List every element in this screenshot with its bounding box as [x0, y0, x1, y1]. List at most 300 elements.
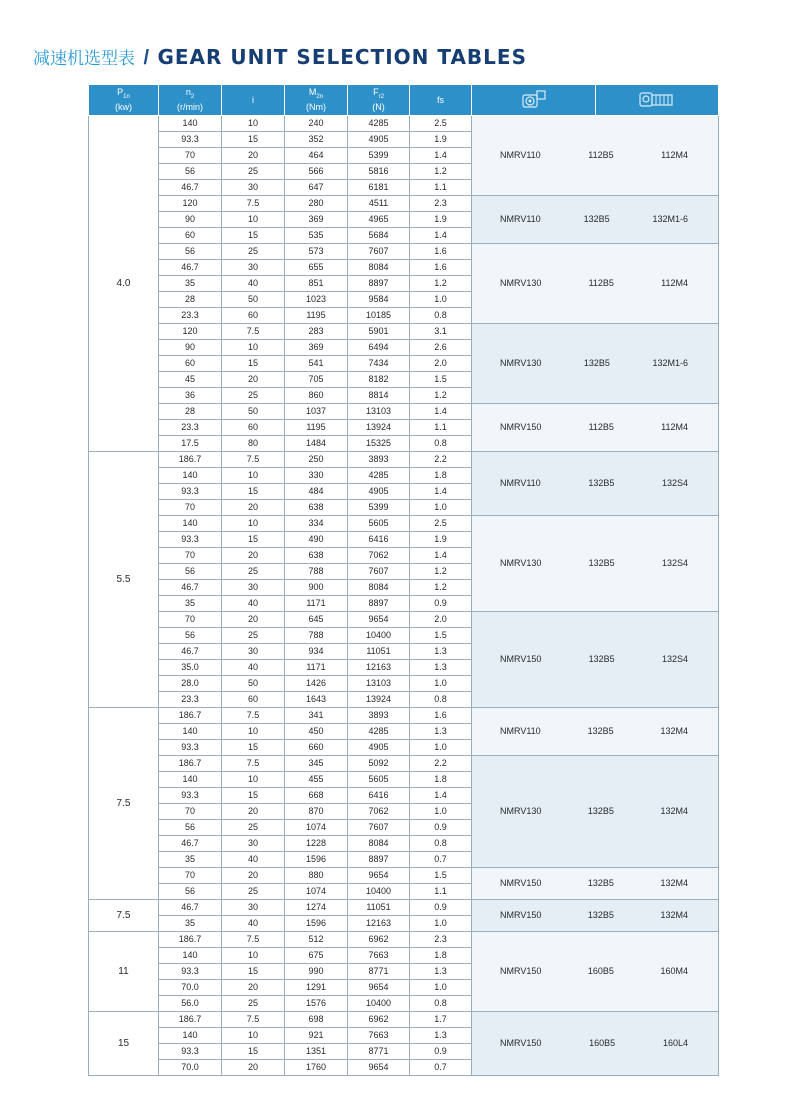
table-row [89, 196, 719, 212]
table-cell: 140 [159, 116, 222, 132]
table-cell: 90 [159, 340, 222, 356]
model-cell [472, 324, 719, 404]
table-cell: 120 [159, 196, 222, 212]
table-cell: 1074 [285, 820, 348, 836]
column-header-label: i [252, 94, 254, 105]
column-header-unit: (Nm) [306, 102, 326, 113]
table-cell: 2.2 [410, 452, 472, 468]
motor-model: 132M1-6 [652, 358, 688, 368]
model-cell [472, 516, 719, 612]
table-cell: 140 [159, 772, 222, 788]
gearbox-model: NMRV150 [500, 966, 542, 976]
table-cell: 35 [159, 916, 222, 932]
motor-model: 160M4 [660, 966, 688, 976]
table-cell: 7607 [348, 564, 410, 580]
table-cell: 20 [222, 1060, 285, 1076]
table-cell: 7607 [348, 820, 410, 836]
table-cell: 140 [159, 516, 222, 532]
table-cell: 56 [159, 164, 222, 180]
table-cell: 30 [222, 180, 285, 196]
table-cell: 56 [159, 820, 222, 836]
model-cell [472, 900, 719, 932]
model-cell [472, 244, 719, 324]
table-cell: 46.7 [159, 900, 222, 916]
table-cell: 1.9 [410, 212, 472, 228]
table-cell: 56 [159, 564, 222, 580]
table-cell: 7062 [348, 804, 410, 820]
table-cell: 0.9 [410, 820, 472, 836]
table-cell: 1.9 [410, 132, 472, 148]
table-row [89, 404, 719, 420]
table-cell: 2.5 [410, 116, 472, 132]
column-header-label: F [373, 86, 379, 97]
table-cell: 4905 [348, 740, 410, 756]
table-cell: 25 [222, 244, 285, 260]
table-cell: 4905 [348, 132, 410, 148]
column-header-subscript: 2 [190, 93, 195, 100]
table-cell: 20 [222, 372, 285, 388]
table-cell: 23.3 [159, 692, 222, 708]
model-spec [472, 420, 718, 435]
table-cell: 15 [222, 532, 285, 548]
gearbox-model: NMRV150 [500, 654, 542, 664]
motor-model: 132M4 [660, 910, 688, 920]
table-cell: 13924 [348, 692, 410, 708]
table-cell: 7663 [348, 1028, 410, 1044]
gearbox-model: NMRV150 [500, 1038, 542, 1048]
table-cell: 9654 [348, 980, 410, 996]
table-cell: 655 [285, 260, 348, 276]
column-header [222, 85, 285, 116]
table-cell: 8084 [348, 580, 410, 596]
table-cell: 573 [285, 244, 348, 260]
table-row [89, 244, 719, 260]
table-cell: 10 [222, 948, 285, 964]
table-cell: 4285 [348, 116, 410, 132]
table-cell: 15 [222, 228, 285, 244]
table-cell: 1643 [285, 692, 348, 708]
table-cell: 7.5 [222, 932, 285, 948]
table-cell: 10 [222, 116, 285, 132]
table-cell: 1195 [285, 420, 348, 436]
table-cell: 0.7 [410, 1060, 472, 1076]
model-cell [472, 404, 719, 452]
model-spec [472, 1036, 718, 1051]
table-cell: 93.3 [159, 132, 222, 148]
flange-type: 160B5 [589, 1038, 616, 1048]
table-cell: 35 [159, 276, 222, 292]
table-cell: 1.1 [410, 180, 472, 196]
table-cell: 1426 [285, 676, 348, 692]
table-cell: 330 [285, 468, 348, 484]
table-cell: 15 [222, 484, 285, 500]
table-cell: 46.7 [159, 580, 222, 596]
flange-type: 132B5 [588, 654, 615, 664]
table-cell: 1074 [285, 884, 348, 900]
table-row [89, 516, 719, 532]
table-cell: 0.8 [410, 996, 472, 1012]
table-cell: 1596 [285, 852, 348, 868]
table-cell: 13103 [348, 676, 410, 692]
table-cell: 250 [285, 452, 348, 468]
table-cell: 15325 [348, 436, 410, 452]
table-cell: 1.0 [410, 916, 472, 932]
table-cell: 1.9 [410, 532, 472, 548]
column-header-label: n [185, 86, 191, 97]
table-cell: 20 [222, 500, 285, 516]
table-cell: 70.0 [159, 980, 222, 996]
table-cell: 1.4 [410, 148, 472, 164]
table-cell: 40 [222, 596, 285, 612]
table-cell: 1.0 [410, 804, 472, 820]
table-cell: 860 [285, 388, 348, 404]
table-cell: 5605 [348, 772, 410, 788]
table-cell: 90 [159, 212, 222, 228]
table-header-row [89, 85, 719, 116]
table-cell: 698 [285, 1012, 348, 1028]
table-cell: 7607 [348, 244, 410, 260]
table-cell: 35 [159, 852, 222, 868]
column-header-unit: (kw) [115, 102, 132, 113]
table-cell: 705 [285, 372, 348, 388]
gearbox-model: NMRV110 [500, 214, 541, 224]
table-cell: 10 [222, 1028, 285, 1044]
table-cell: 11051 [348, 900, 410, 916]
table-cell: 1.1 [410, 420, 472, 436]
gearbox-model: NMRV110 [500, 478, 541, 488]
table-cell: 1171 [285, 660, 348, 676]
table-row [89, 868, 719, 884]
table-cell: 30 [222, 260, 285, 276]
gearbox-model: NMRV110 [500, 150, 541, 160]
power-cell: 7.5 [89, 900, 159, 932]
table-cell: 80 [222, 436, 285, 452]
table-cell: 12163 [348, 660, 410, 676]
table-cell: 8897 [348, 852, 410, 868]
motor-model: 132M1-6 [652, 214, 688, 224]
flange-type: 132B5 [587, 910, 614, 920]
model-cell [472, 1012, 719, 1076]
table-cell: 20 [222, 612, 285, 628]
table-cell: 1.0 [410, 980, 472, 996]
table-cell: 668 [285, 788, 348, 804]
table-cell: 334 [285, 516, 348, 532]
table-cell: 35 [159, 596, 222, 612]
table-cell: 20 [222, 804, 285, 820]
table-row [89, 452, 719, 468]
model-spec [472, 804, 718, 819]
table-cell: 1195 [285, 308, 348, 324]
table-cell: 10 [222, 516, 285, 532]
table-cell: 17.5 [159, 436, 222, 452]
table-cell: 1.5 [410, 868, 472, 884]
table-cell: 60 [222, 420, 285, 436]
table-cell: 647 [285, 180, 348, 196]
table-cell: 25 [222, 820, 285, 836]
table-cell: 566 [285, 164, 348, 180]
table-cell: 25 [222, 388, 285, 404]
table-cell: 638 [285, 548, 348, 564]
worm-gearbox-icon [521, 89, 547, 112]
table-cell: 1.4 [410, 788, 472, 804]
table-cell: 0.9 [410, 900, 472, 916]
table-cell: 1.0 [410, 500, 472, 516]
table-cell: 0.9 [410, 596, 472, 612]
gearbox-model: NMRV130 [500, 806, 542, 816]
table-cell: 1351 [285, 1044, 348, 1060]
table-cell: 6416 [348, 788, 410, 804]
table-cell: 1.2 [410, 580, 472, 596]
table-cell: 3893 [348, 708, 410, 724]
table-cell: 15 [222, 132, 285, 148]
table-cell: 1.4 [410, 484, 472, 500]
table-cell: 2.2 [410, 756, 472, 772]
flange-type: 112B5 [588, 278, 614, 288]
table-cell: 20 [222, 980, 285, 996]
table-cell: 56 [159, 244, 222, 260]
table-cell: 1.8 [410, 948, 472, 964]
model-cell [472, 868, 719, 900]
motor-model: 132S4 [661, 558, 688, 568]
table-cell: 880 [285, 868, 348, 884]
table-cell: 15 [222, 356, 285, 372]
table-cell: 5092 [348, 756, 410, 772]
table-cell: 10185 [348, 308, 410, 324]
table-cell: 50 [222, 404, 285, 420]
table-cell: 50 [222, 292, 285, 308]
column-header [285, 85, 348, 116]
table-cell: 93.3 [159, 964, 222, 980]
table-cell: 13924 [348, 420, 410, 436]
table-cell: 2.5 [410, 516, 472, 532]
table-cell: 8814 [348, 388, 410, 404]
table-cell: 8771 [348, 1044, 410, 1060]
table-cell: 9654 [348, 1060, 410, 1076]
power-cell: 4.0 [89, 116, 159, 452]
table-cell: 11051 [348, 644, 410, 660]
table-cell: 512 [285, 932, 348, 948]
table-cell: 8084 [348, 836, 410, 852]
table-cell: 186.7 [159, 452, 222, 468]
gearbox-model: NMRV110 [500, 726, 541, 736]
table-cell: 280 [285, 196, 348, 212]
table-cell: 1.2 [410, 164, 472, 180]
table-cell: 9584 [348, 292, 410, 308]
gearbox-model: NMRV150 [500, 910, 542, 920]
table-cell: 56 [159, 628, 222, 644]
table-cell: 1228 [285, 836, 348, 852]
table-cell: 25 [222, 884, 285, 900]
table-cell: 25 [222, 996, 285, 1012]
motor-model: 132M4 [660, 878, 688, 888]
model-spec [472, 964, 718, 979]
table-cell: 5684 [348, 228, 410, 244]
table-cell: 70 [159, 868, 222, 884]
table-cell: 25 [222, 164, 285, 180]
table-cell: 921 [285, 1028, 348, 1044]
power-cell: 11 [89, 932, 159, 1012]
column-header-unit: (N) [372, 102, 385, 113]
table-cell: 4285 [348, 724, 410, 740]
column-header [410, 85, 472, 116]
page-title [33, 45, 527, 69]
power-cell: 5.5 [89, 452, 159, 708]
model-cell [472, 932, 719, 1012]
table-row [89, 1012, 719, 1028]
table-cell: 1.0 [410, 292, 472, 308]
flange-type: 132B5 [587, 878, 614, 888]
table-cell: 484 [285, 484, 348, 500]
model-spec [472, 148, 718, 163]
table-cell: 2.6 [410, 340, 472, 356]
column-header-label: P [117, 86, 124, 97]
table-cell: 10400 [348, 628, 410, 644]
gear-selection-table [88, 84, 719, 1076]
table-cell: 10400 [348, 996, 410, 1012]
table-cell: 23.3 [159, 420, 222, 436]
table-cell: 1.2 [410, 388, 472, 404]
table-cell: 10400 [348, 884, 410, 900]
column-header [89, 85, 159, 116]
table-cell: 1760 [285, 1060, 348, 1076]
table-cell: 1037 [285, 404, 348, 420]
flange-type: 132B5 [587, 726, 614, 736]
table-cell: 93.3 [159, 740, 222, 756]
table-cell: 345 [285, 756, 348, 772]
table-cell: 1484 [285, 436, 348, 452]
table-cell: 5605 [348, 516, 410, 532]
table-cell: 341 [285, 708, 348, 724]
model-spec [472, 276, 718, 291]
table-row [89, 116, 719, 132]
table-cell: 7663 [348, 948, 410, 964]
column-header-unit: (r/min) [177, 102, 203, 113]
table-cell: 140 [159, 948, 222, 964]
table-cell: 1.2 [410, 564, 472, 580]
table-cell: 8084 [348, 260, 410, 276]
table-cell: 46.7 [159, 180, 222, 196]
table-cell: 788 [285, 628, 348, 644]
flange-type: 132B5 [583, 358, 610, 368]
table-cell: 900 [285, 580, 348, 596]
gearbox-model: NMRV150 [500, 422, 542, 432]
table-cell: 369 [285, 340, 348, 356]
table-row [89, 756, 719, 772]
table-cell: 56 [159, 884, 222, 900]
table-cell: 6962 [348, 1012, 410, 1028]
table-cell: 645 [285, 612, 348, 628]
table-cell: 352 [285, 132, 348, 148]
model-cell [472, 612, 719, 708]
table-cell: 46.7 [159, 260, 222, 276]
table-cell: 6962 [348, 932, 410, 948]
table-cell: 535 [285, 228, 348, 244]
table-cell: 2.0 [410, 356, 472, 372]
power-cell: 7.5 [89, 708, 159, 900]
table-cell: 990 [285, 964, 348, 980]
model-spec [472, 556, 718, 571]
table-cell: 7.5 [222, 324, 285, 340]
table-cell: 10 [222, 340, 285, 356]
table-cell: 4511 [348, 196, 410, 212]
model-cell [472, 196, 719, 244]
table-row [89, 612, 719, 628]
table-cell: 40 [222, 660, 285, 676]
table-cell: 1.8 [410, 772, 472, 788]
table-cell: 70 [159, 500, 222, 516]
motor-model: 132S4 [661, 654, 688, 664]
table-cell: 70 [159, 612, 222, 628]
flange-type: 112B5 [588, 150, 614, 160]
table-cell: 1.6 [410, 708, 472, 724]
table-cell: 70 [159, 548, 222, 564]
table-cell: 15 [222, 740, 285, 756]
table-cell: 46.7 [159, 836, 222, 852]
table-cell: 638 [285, 500, 348, 516]
motor-model: 132M4 [660, 726, 688, 736]
table-cell: 186.7 [159, 1012, 222, 1028]
table-cell: 464 [285, 148, 348, 164]
table-cell: 1576 [285, 996, 348, 1012]
table-cell: 0.8 [410, 692, 472, 708]
table-cell: 2.3 [410, 196, 472, 212]
gearbox-model: NMRV150 [500, 878, 542, 888]
table-cell: 2.3 [410, 932, 472, 948]
table-cell: 15 [222, 1044, 285, 1060]
gearbox-model: NMRV130 [500, 558, 542, 568]
table-cell: 5816 [348, 164, 410, 180]
table-cell: 6416 [348, 532, 410, 548]
motor-model: 160L4 [662, 1038, 688, 1048]
table-cell: 93.3 [159, 1044, 222, 1060]
column-header-subscript: 2n [316, 93, 324, 100]
model-spec [472, 724, 718, 739]
table-cell: 4285 [348, 468, 410, 484]
table-cell: 46.7 [159, 644, 222, 660]
table-cell: 450 [285, 724, 348, 740]
table-row [89, 708, 719, 724]
motor-model: 132M4 [660, 806, 688, 816]
table-cell: 455 [285, 772, 348, 788]
table-cell: 25 [222, 564, 285, 580]
table-cell: 140 [159, 1028, 222, 1044]
table-cell: 70 [159, 148, 222, 164]
table-cell: 1171 [285, 596, 348, 612]
column-header-subscript: 1n [123, 93, 130, 100]
table-cell: 0.9 [410, 1044, 472, 1060]
table-cell: 4965 [348, 212, 410, 228]
table-cell: 1.6 [410, 260, 472, 276]
model-spec [472, 908, 718, 923]
table-cell: 93.3 [159, 532, 222, 548]
table-cell: 30 [222, 900, 285, 916]
table-cell: 934 [285, 644, 348, 660]
table-cell: 7.5 [222, 452, 285, 468]
motor-model: 112M4 [661, 422, 688, 432]
table-cell: 186.7 [159, 708, 222, 724]
table-cell: 8771 [348, 964, 410, 980]
table-cell: 15 [222, 788, 285, 804]
motor-model: 112M4 [661, 278, 688, 288]
table-cell: 3.1 [410, 324, 472, 340]
table-cell: 28.0 [159, 676, 222, 692]
table-cell: 60 [159, 356, 222, 372]
table-cell: 10 [222, 468, 285, 484]
table-cell: 1.7 [410, 1012, 472, 1028]
table-row [89, 900, 719, 916]
table-cell: 1.4 [410, 548, 472, 564]
table-cell: 186.7 [159, 756, 222, 772]
